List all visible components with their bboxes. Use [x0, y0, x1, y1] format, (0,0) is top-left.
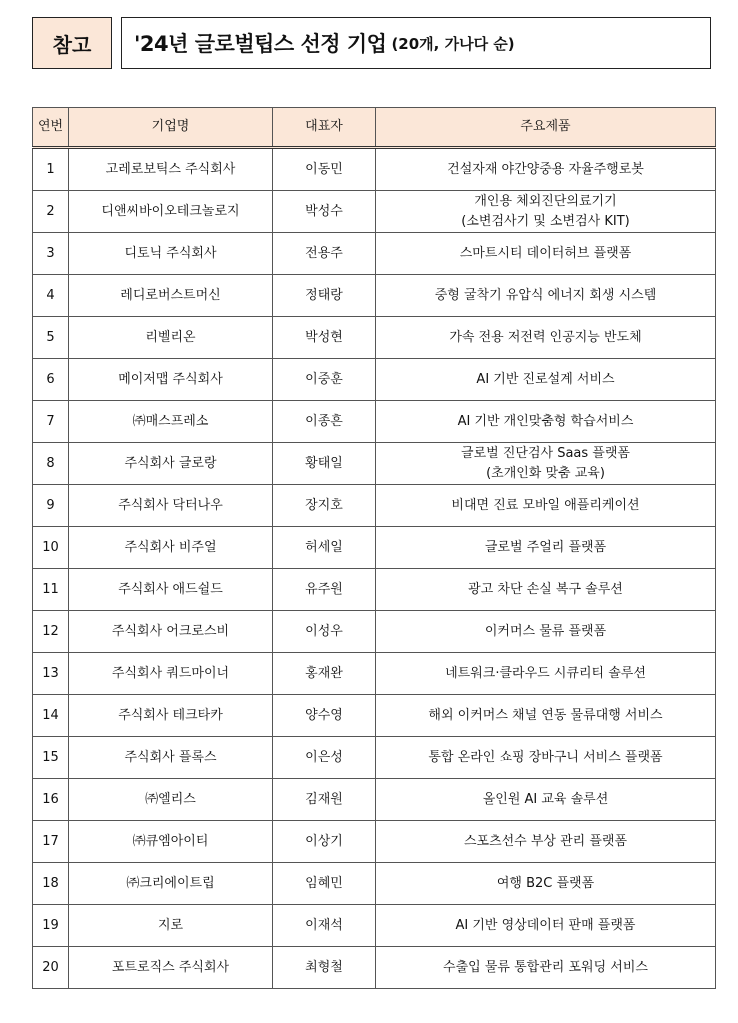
document-header	[32, 17, 711, 69]
cell-ceo: 황태일	[273, 443, 376, 485]
cell-ceo: 이은성	[273, 737, 376, 779]
product-line: 가속 전용 저전력 인공지능 반도체	[449, 329, 642, 345]
table-row	[33, 485, 716, 527]
table-row	[33, 233, 716, 275]
table-row	[33, 737, 716, 779]
cell-no: 12	[33, 611, 69, 653]
cell-company: 지로	[69, 905, 273, 947]
cell-company: ㈜큐엠아이티	[69, 821, 273, 863]
cell-product	[376, 401, 716, 443]
product-line: 네트워크·클라우드 시큐리티 솔루션	[445, 665, 646, 681]
cell-product	[376, 653, 716, 695]
table-row	[33, 443, 716, 485]
cell-product	[376, 737, 716, 779]
table-row	[33, 611, 716, 653]
cell-product	[376, 191, 716, 233]
cell-company: 주식회사 글로랑	[69, 443, 273, 485]
cell-no: 18	[33, 863, 69, 905]
product-line: 스마트시티 데이터허브 플랫폼	[459, 245, 632, 261]
cell-ceo: 이종흔	[273, 401, 376, 443]
cell-company: 주식회사 애드쉴드	[69, 569, 273, 611]
cell-no: 5	[33, 317, 69, 359]
cell-no: 17	[33, 821, 69, 863]
table-row	[33, 317, 716, 359]
cell-company: 리벨리온	[69, 317, 273, 359]
table-row	[33, 359, 716, 401]
product-line: AI 기반 영상데이터 판매 플랫폼	[455, 917, 636, 933]
cell-ceo: 이재석	[273, 905, 376, 947]
cell-product	[376, 275, 716, 317]
cell-product	[376, 233, 716, 275]
product-line-detail: (초개인화 맞춤 교육)	[486, 465, 605, 481]
cell-no: 20	[33, 947, 69, 989]
product-line: 통합 온라인 쇼핑 장바구니 서비스 플랫폼	[428, 749, 663, 765]
cell-product	[376, 359, 716, 401]
table-row	[33, 401, 716, 443]
table-row	[33, 527, 716, 569]
table-row	[33, 653, 716, 695]
cell-no: 16	[33, 779, 69, 821]
cell-company: 레디로버스트머신	[69, 275, 273, 317]
cell-no: 9	[33, 485, 69, 527]
cell-no: 4	[33, 275, 69, 317]
table-row	[33, 275, 716, 317]
cell-no: 10	[33, 527, 69, 569]
cell-product	[376, 905, 716, 947]
product-line-detail: (소변검사기 및 소변검사 KIT)	[461, 213, 630, 229]
cell-no: 8	[33, 443, 69, 485]
product-line: 비대면 진료 모바일 애플리케이션	[451, 497, 640, 513]
cell-no: 2	[33, 191, 69, 233]
cell-product	[376, 527, 716, 569]
cell-no: 11	[33, 569, 69, 611]
cell-product	[376, 317, 716, 359]
column-header-product: 주요제품	[376, 108, 716, 148]
table-row	[33, 695, 716, 737]
cell-no: 15	[33, 737, 69, 779]
product-line: 이커머스 물류 플랫폼	[484, 623, 607, 639]
cell-ceo: 김재원	[273, 779, 376, 821]
cell-company: 주식회사 플록스	[69, 737, 273, 779]
table-body	[33, 148, 716, 989]
column-header-no: 연번	[33, 108, 69, 148]
table-row	[33, 191, 716, 233]
cell-ceo: 유주원	[273, 569, 376, 611]
cell-ceo: 박성현	[273, 317, 376, 359]
cell-ceo: 이중훈	[273, 359, 376, 401]
cell-no: 6	[33, 359, 69, 401]
cell-ceo: 양수영	[273, 695, 376, 737]
cell-no: 1	[33, 148, 69, 191]
cell-company: 메이저맵 주식회사	[69, 359, 273, 401]
cell-ceo: 허세일	[273, 527, 376, 569]
cell-product	[376, 947, 716, 989]
product-line: 스포츠선수 부상 관리 플랫폼	[463, 833, 628, 849]
table-row	[33, 569, 716, 611]
cell-product	[376, 779, 716, 821]
product-line: 글로벌 주얼리 플랫폼	[484, 539, 607, 555]
product-line: 해외 이커머스 채널 연동 물류대행 서비스	[428, 707, 663, 723]
cell-company: 디앤씨바이오테크놀로지	[69, 191, 273, 233]
cell-no: 7	[33, 401, 69, 443]
cell-product	[376, 821, 716, 863]
cell-no: 13	[33, 653, 69, 695]
company-table	[32, 107, 716, 989]
cell-product	[376, 443, 716, 485]
table-row	[33, 947, 716, 989]
cell-product	[376, 569, 716, 611]
cell-ceo: 정태랑	[273, 275, 376, 317]
cell-company: ㈜매스프레소	[69, 401, 273, 443]
product-line: 여행 B2C 플랫폼	[496, 875, 595, 891]
product-line: AI 기반 개인맞춤형 학습서비스	[457, 413, 634, 429]
table-header-row	[33, 108, 716, 148]
table-row	[33, 148, 716, 191]
cell-ceo: 장지호	[273, 485, 376, 527]
cell-company: ㈜크리에이트립	[69, 863, 273, 905]
product-line: 수출입 물류 통합관리 포워딩 서비스	[443, 959, 648, 975]
page-title: '24년 글로벌팁스 선정 기업	[134, 32, 387, 56]
cell-company: 디토닉 주식회사	[69, 233, 273, 275]
cell-product	[376, 863, 716, 905]
cell-ceo: 이동민	[273, 148, 376, 191]
cell-no: 19	[33, 905, 69, 947]
cell-ceo: 박성수	[273, 191, 376, 233]
table-row	[33, 863, 716, 905]
cell-no: 14	[33, 695, 69, 737]
cell-ceo: 전용주	[273, 233, 376, 275]
cell-company: 주식회사 테크타카	[69, 695, 273, 737]
product-line: 개인용 체외진단의료기기	[474, 193, 617, 209]
cell-product	[376, 695, 716, 737]
table-row	[33, 779, 716, 821]
product-line: 광고 차단 손실 복구 솔루션	[468, 581, 623, 597]
cell-company: 포트로직스 주식회사	[69, 947, 273, 989]
column-header-company: 기업명	[69, 108, 273, 148]
cell-company: 주식회사 닥터나우	[69, 485, 273, 527]
cell-no: 3	[33, 233, 69, 275]
cell-ceo: 이상기	[273, 821, 376, 863]
page-subtitle: (20개, 가나다 순)	[391, 34, 515, 53]
table-row	[33, 821, 716, 863]
cell-product	[376, 611, 716, 653]
product-line: 중형 굴착기 유압식 에너지 회생 시스템	[434, 287, 657, 303]
product-line: 올인원 AI 교육 솔루션	[482, 791, 609, 807]
title-box	[121, 17, 711, 69]
reference-tag: 참고	[32, 17, 112, 69]
column-header-ceo: 대표자	[273, 108, 376, 148]
cell-ceo: 홍재완	[273, 653, 376, 695]
cell-company: 고레로보틱스 주식회사	[69, 148, 273, 191]
cell-company: 주식회사 비주얼	[69, 527, 273, 569]
cell-company: 주식회사 어크로스비	[69, 611, 273, 653]
cell-product	[376, 485, 716, 527]
product-line: AI 기반 진로설계 서비스	[476, 371, 615, 387]
cell-product	[376, 148, 716, 191]
table-row	[33, 905, 716, 947]
cell-company: ㈜엘리스	[69, 779, 273, 821]
product-line: 건설자재 야간양중용 자율주행로봇	[447, 161, 644, 177]
cell-ceo: 임혜민	[273, 863, 376, 905]
cell-company: 주식회사 쿼드마이너	[69, 653, 273, 695]
cell-ceo: 최형철	[273, 947, 376, 989]
cell-ceo: 이성우	[273, 611, 376, 653]
product-line: 글로벌 진단검사 Saas 플랫폼	[461, 445, 630, 461]
